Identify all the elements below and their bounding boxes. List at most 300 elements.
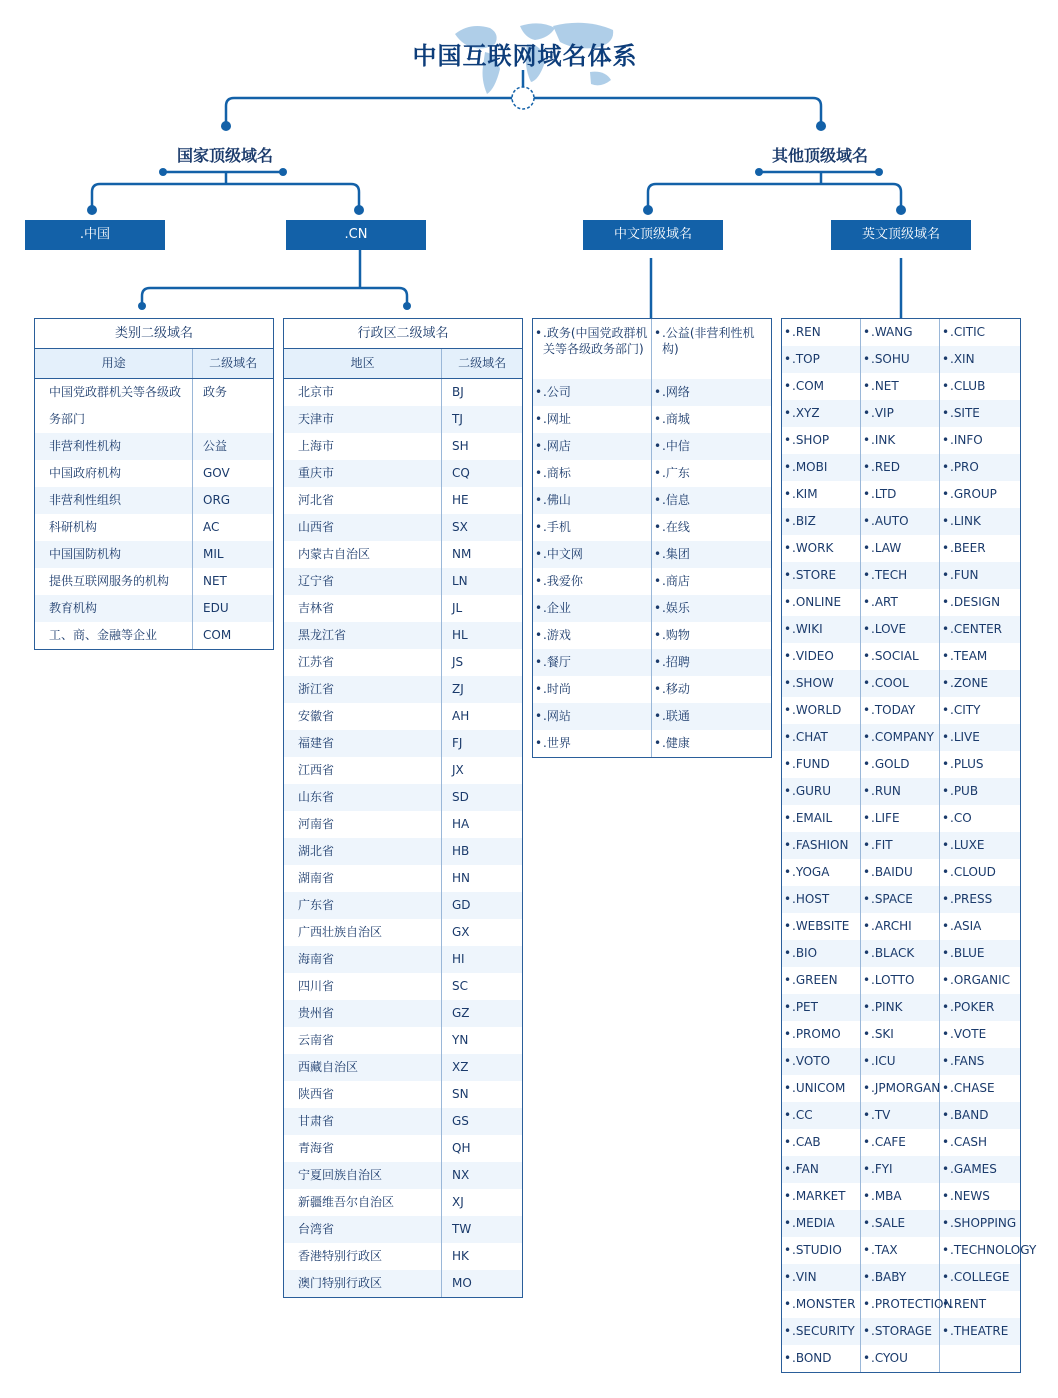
category-cell-name: 中国政府机构	[35, 460, 193, 487]
category-cell-name: 教育机构	[35, 595, 193, 622]
region-cell-name: 北京市	[284, 379, 442, 406]
region-row	[284, 622, 522, 649]
english-tld-item: • .BIZ	[782, 508, 861, 535]
category-cell-code: ORG	[203, 493, 231, 507]
english-tld-item: • .MARKET	[782, 1183, 861, 1210]
chinese-tld-row	[533, 319, 771, 379]
english-tld-row	[782, 994, 1020, 1021]
category-cell-name: 非营利性组织	[35, 487, 193, 514]
english-tld-item: • .SKI	[861, 1021, 940, 1048]
english-tld-item: • .LINK	[940, 508, 1018, 535]
english-tld-item: • .HOST	[782, 886, 861, 913]
chinese-tld-row	[533, 703, 771, 730]
english-tld-item: • .STORAGE	[861, 1318, 940, 1345]
english-tld-item: • .PET	[782, 994, 861, 1021]
english-tld-item: • .GAMES	[940, 1156, 1018, 1183]
region-row	[284, 946, 522, 973]
english-tld-row	[782, 1318, 1020, 1345]
region-row	[284, 703, 522, 730]
chinese-tld-row	[533, 730, 771, 757]
region-cell-code: GS	[452, 1114, 469, 1128]
region-row	[284, 1081, 522, 1108]
english-tld-row	[782, 724, 1020, 751]
region-cell-name: 河北省	[284, 487, 442, 514]
english-tld-row	[782, 1048, 1020, 1075]
category-row	[35, 622, 273, 649]
chinese-tld-rows	[533, 319, 771, 757]
region-cell-name: 广东省	[284, 892, 442, 919]
region-row	[284, 757, 522, 784]
region-row	[284, 406, 522, 433]
region-row	[284, 676, 522, 703]
category-cell-name: 非营利性机构	[35, 433, 193, 460]
chinese-tld-item: • .网络	[652, 379, 770, 406]
category-cell-name: 中国国防机构	[35, 541, 193, 568]
chinese-tld-item: • .企业	[533, 595, 652, 622]
english-tld-item: • .THEATRE	[940, 1318, 1018, 1345]
english-tld-item: • .PROTECTION	[861, 1291, 940, 1318]
english-tld-row	[782, 697, 1020, 724]
english-tld-item: • .WORLD	[782, 697, 861, 724]
region-row	[284, 784, 522, 811]
chinese-tld-item: • .购物	[652, 622, 770, 649]
chinese-tld-table	[532, 318, 772, 758]
region-cell-name: 内蒙古自治区	[284, 541, 442, 568]
region-cell-name: 河南省	[284, 811, 442, 838]
region-cell-name: 宁夏回族自治区	[284, 1162, 442, 1189]
english-tld-row	[782, 1183, 1020, 1210]
chinese-tld-row	[533, 595, 771, 622]
page-title: 中国互联网域名体系	[412, 42, 638, 70]
english-tld-row	[782, 427, 1020, 454]
english-tld-item: • .WIKI	[782, 616, 861, 643]
category-table-title: 类别二级域名	[35, 319, 273, 349]
region-cell-code: NX	[452, 1168, 470, 1182]
region-cell-code: HE	[452, 493, 469, 507]
english-tld-item: • .RUN	[861, 778, 940, 805]
english-tld-item: • .LIFE	[861, 805, 940, 832]
english-tld-item: • .SPACE	[861, 886, 940, 913]
english-tld-item: • .KIM	[782, 481, 861, 508]
english-tld-row	[782, 1021, 1020, 1048]
english-tld-item: • .REN	[782, 319, 861, 346]
english-tld-item: • .GOLD	[861, 751, 940, 778]
english-tld-row	[782, 751, 1020, 778]
chinese-tld-item: • .信息	[652, 487, 770, 514]
english-tld-item: • .LIVE	[940, 724, 1018, 751]
region-cell-code: SD	[452, 790, 469, 804]
region-cell-name: 云南省	[284, 1027, 442, 1054]
region-row	[284, 595, 522, 622]
english-tld-item: • .VOTO	[782, 1048, 861, 1075]
region-cell-code: QH	[452, 1141, 471, 1155]
english-tld-row	[782, 1345, 1020, 1372]
english-tld-item: • .GREEN	[782, 967, 861, 994]
chinese-tld-item: • .中文网	[533, 541, 652, 568]
region-table-title: 行政区二级域名	[284, 319, 522, 349]
region-cell-name: 贵州省	[284, 1000, 442, 1027]
english-tld-item: • .LOVE	[861, 616, 940, 643]
english-tld-item: • .WEBSITE	[782, 913, 861, 940]
english-tld-item: • .WANG	[861, 319, 940, 346]
region-cell-name: 天津市	[284, 406, 442, 433]
category-cell-code: GOV	[203, 466, 230, 480]
chinese-tld-item: • .商城	[652, 406, 770, 433]
english-tld-row	[782, 913, 1020, 940]
region-cell-code: SX	[452, 520, 468, 534]
category-cell-code: 政务	[203, 385, 228, 399]
region-row	[284, 1270, 522, 1297]
region-cell-name: 甘肃省	[284, 1108, 442, 1135]
english-tld-item: • .UNICOM	[782, 1075, 861, 1102]
region-cell-code: FJ	[452, 736, 463, 750]
category-row	[35, 541, 273, 568]
english-tld-item: • .YOGA	[782, 859, 861, 886]
english-tld-item: • .COLLEGE	[940, 1264, 1018, 1291]
english-tld-item: • .ICU	[861, 1048, 940, 1075]
english-tld-item	[940, 1345, 1018, 1372]
english-tld-item: • .CHASE	[940, 1075, 1018, 1102]
chinese-tld-item: • .网址	[533, 406, 652, 433]
english-tld-item: • .XYZ	[782, 400, 861, 427]
region-cell-name: 四川省	[284, 973, 442, 1000]
english-tld-item: • .VIN	[782, 1264, 861, 1291]
category-row	[35, 595, 273, 622]
chinese-tld-item: • .在线	[652, 514, 770, 541]
region-cell-code: GX	[452, 925, 470, 939]
region-cell-code: SN	[452, 1087, 469, 1101]
chinese-tld-item: • .健康	[652, 730, 770, 757]
english-tld-item: • .BLUE	[940, 940, 1018, 967]
chinese-tld-item: • .我爱你	[533, 568, 652, 595]
region-cell-code: HB	[452, 844, 470, 858]
region-cell-code: XJ	[452, 1195, 464, 1209]
region-cell-code: GZ	[452, 1006, 470, 1020]
category-cell-code: NET	[203, 574, 227, 588]
node-cn: .CN	[286, 220, 426, 250]
english-tld-item: • .RED	[861, 454, 940, 481]
english-tld-row	[782, 967, 1020, 994]
region-row	[284, 514, 522, 541]
english-tld-row	[782, 346, 1020, 373]
english-tld-item: • .LOTTO	[861, 967, 940, 994]
chinese-tld-item: • .商店	[652, 568, 770, 595]
english-tld-item: • .PROMO	[782, 1021, 861, 1048]
english-tld-item: • .SHOP	[782, 427, 861, 454]
region-cell-name: 青海省	[284, 1135, 442, 1162]
english-tld-item: • .FAN	[782, 1156, 861, 1183]
region-cell-name: 海南省	[284, 946, 442, 973]
chinese-tld-item: • .世界	[533, 730, 652, 757]
region-row	[284, 1135, 522, 1162]
region-cell-name: 福建省	[284, 730, 442, 757]
chinese-tld-item: • .中信	[652, 433, 770, 460]
node-zhongguo: .中国	[25, 220, 165, 250]
region-table-header	[284, 349, 522, 379]
region-cell-name: 浙江省	[284, 676, 442, 703]
region-cell-name: 吉林省	[284, 595, 442, 622]
chinese-tld-item: • .集团	[652, 541, 770, 568]
chinese-tld-row	[533, 541, 771, 568]
region-cell-name: 江苏省	[284, 649, 442, 676]
english-tld-item: • .GURU	[782, 778, 861, 805]
english-tld-item: • .CC	[782, 1102, 861, 1129]
english-tld-item: • .LUXE	[940, 832, 1018, 859]
chinese-tld-row	[533, 433, 771, 460]
region-cell-code: CQ	[452, 466, 470, 480]
english-tld-item: • .STUDIO	[782, 1237, 861, 1264]
english-tld-item: • .PLUS	[940, 751, 1018, 778]
english-tld-item: • .MONSTER	[782, 1291, 861, 1318]
english-tld-row	[782, 535, 1020, 562]
english-tld-item: • .FASHION	[782, 832, 861, 859]
english-tld-item: • .POKER	[940, 994, 1018, 1021]
category-cell-name: 提供互联网服务的机构	[35, 568, 193, 595]
category-rows	[35, 379, 273, 649]
region-cell-name: 西藏自治区	[284, 1054, 442, 1081]
region-row	[284, 1108, 522, 1135]
region-row	[284, 1000, 522, 1027]
chinese-tld-item: • .商标	[533, 460, 652, 487]
english-tld-item: • .CITIC	[940, 319, 1018, 346]
region-cell-code: AH	[452, 709, 470, 723]
english-tld-item: • .NET	[861, 373, 940, 400]
english-tld-item: • .SITE	[940, 400, 1018, 427]
english-tld-item: • .BABY	[861, 1264, 940, 1291]
region-cell-name: 湖北省	[284, 838, 442, 865]
english-tld-row	[782, 1264, 1020, 1291]
region-cell-name: 新疆维吾尔自治区	[284, 1189, 442, 1216]
english-tld-item: • .FUN	[940, 562, 1018, 589]
english-tld-rows	[782, 319, 1037, 1372]
english-tld-item: • .SHOW	[782, 670, 861, 697]
region-cell-name: 陕西省	[284, 1081, 442, 1108]
english-tld-item: • .TECHNOLOGY	[940, 1237, 1018, 1264]
english-tld-item: • .EMAIL	[782, 805, 861, 832]
region-cell-name: 香港特别行政区	[284, 1243, 442, 1270]
category-table	[34, 318, 274, 650]
region-row	[284, 973, 522, 1000]
english-tld-item: • .ART	[861, 589, 940, 616]
english-tld-item: • .ORGANIC	[940, 967, 1018, 994]
region-row	[284, 487, 522, 514]
english-tld-item: • .MEDIA	[782, 1210, 861, 1237]
category-row	[35, 433, 273, 460]
chinese-tld-item: • .政务(中国党政群机关等各级政务部门)	[533, 319, 652, 379]
english-tld-item: • .CITY	[940, 697, 1018, 724]
chinese-tld-item: • .餐厅	[533, 649, 652, 676]
english-tld-item: • .TEAM	[940, 643, 1018, 670]
region-cell-code: HN	[452, 871, 470, 885]
region-cell-code: TW	[452, 1222, 472, 1236]
category-cell-name: 中国党政群机关等各级政务部门	[35, 379, 193, 433]
node-chinese-tld: 中文顶级域名	[583, 220, 723, 250]
english-tld-item: • .TV	[861, 1102, 940, 1129]
category-cell-name: 科研机构	[35, 514, 193, 541]
region-cell-name: 黑龙江省	[284, 622, 442, 649]
category-row	[35, 514, 273, 541]
chinese-tld-row	[533, 622, 771, 649]
region-cell-code: MO	[452, 1276, 472, 1290]
english-tld-item: • .NEWS	[940, 1183, 1018, 1210]
chinese-tld-item: • .娱乐	[652, 595, 770, 622]
english-tld-item: • .INK	[861, 427, 940, 454]
category-row	[35, 379, 273, 433]
region-rows	[284, 379, 522, 1297]
region-cell-name: 台湾省	[284, 1216, 442, 1243]
region-row	[284, 433, 522, 460]
english-tld-row	[782, 1237, 1037, 1264]
english-tld-item: • .TOP	[782, 346, 861, 373]
english-tld-row	[782, 832, 1020, 859]
english-tld-item: • .BOND	[782, 1345, 861, 1372]
region-row	[284, 838, 522, 865]
english-tld-item: • .COOL	[861, 670, 940, 697]
english-tld-row	[782, 562, 1020, 589]
english-tld-item: • .BEER	[940, 535, 1018, 562]
region-cell-code: HK	[452, 1249, 469, 1263]
english-tld-row	[782, 778, 1020, 805]
region-cell-name: 澳门特别行政区	[284, 1270, 442, 1297]
region-cell-code: HA	[452, 817, 470, 831]
chinese-tld-item: • .手机	[533, 514, 652, 541]
region-row	[284, 1243, 522, 1270]
region-row	[284, 919, 522, 946]
english-tld-item: • .CYOU	[861, 1345, 940, 1372]
category-row	[35, 487, 273, 514]
english-tld-item: • .WORK	[782, 535, 861, 562]
region-row	[284, 379, 522, 406]
header-second-level: 二级域名	[458, 356, 507, 370]
region-cell-name: 江西省	[284, 757, 442, 784]
region-row	[284, 892, 522, 919]
english-tld-item: • .CENTER	[940, 616, 1018, 643]
english-tld-item: • .ASIA	[940, 913, 1018, 940]
category-table-header	[35, 349, 273, 379]
english-tld-item: • .BLACK	[861, 940, 940, 967]
chinese-tld-item: • .公益(非营利性机构)	[652, 319, 770, 379]
node-english-tld: 英文顶级域名	[831, 220, 971, 250]
english-tld-row	[782, 886, 1020, 913]
region-cell-code: ZJ	[452, 682, 464, 696]
english-tld-item: • .MOBI	[782, 454, 861, 481]
english-tld-row	[782, 508, 1020, 535]
region-cell-code: XZ	[452, 1060, 469, 1074]
other-tld-label: 其他顶级域名	[771, 146, 868, 165]
category-cell-code: AC	[203, 520, 220, 534]
english-tld-row	[782, 589, 1020, 616]
region-cell-code: GD	[452, 898, 471, 912]
chinese-tld-row	[533, 676, 771, 703]
english-tld-item: • .PRO	[940, 454, 1018, 481]
english-tld-row	[782, 1210, 1020, 1237]
chinese-tld-item: • .联通	[652, 703, 770, 730]
english-tld-item: • .CHAT	[782, 724, 861, 751]
english-tld-item: • .INFO	[940, 427, 1018, 454]
english-tld-row	[782, 1102, 1020, 1129]
english-tld-item: • .LAW	[861, 535, 940, 562]
region-cell-name: 广西壮族自治区	[284, 919, 442, 946]
english-tld-item: • .SOHU	[861, 346, 940, 373]
chinese-tld-row	[533, 487, 771, 514]
chinese-tld-item: • .移动	[652, 676, 770, 703]
category-row	[35, 568, 273, 595]
english-tld-row	[782, 373, 1020, 400]
english-tld-item: • .FANS	[940, 1048, 1018, 1075]
region-row	[284, 1054, 522, 1081]
header-region: 地区	[284, 349, 442, 378]
english-tld-item: • .FUND	[782, 751, 861, 778]
chinese-tld-item: • .网店	[533, 433, 652, 460]
region-cell-name: 湖南省	[284, 865, 442, 892]
english-tld-item: • .ZONE	[940, 670, 1018, 697]
english-tld-row	[782, 454, 1020, 481]
english-tld-item: • .SALE	[861, 1210, 940, 1237]
english-tld-row	[782, 643, 1020, 670]
english-tld-item: • .PINK	[861, 994, 940, 1021]
english-tld-item: • .DESIGN	[940, 589, 1018, 616]
region-table	[283, 318, 523, 1298]
english-tld-item: • .VIDEO	[782, 643, 861, 670]
english-tld-row	[782, 1075, 1020, 1102]
region-row	[284, 568, 522, 595]
english-tld-item: • .LTD	[861, 481, 940, 508]
english-tld-row	[782, 805, 1020, 832]
english-tld-row	[782, 1129, 1020, 1156]
chinese-tld-row	[533, 568, 771, 595]
region-cell-name: 上海市	[284, 433, 442, 460]
region-cell-code: JL	[452, 601, 463, 615]
english-tld-item: • .CLOUD	[940, 859, 1018, 886]
english-tld-item: • .TAX	[861, 1237, 940, 1264]
chinese-tld-item: • .佛山	[533, 487, 652, 514]
chinese-tld-item: • .广东	[652, 460, 770, 487]
region-row	[284, 541, 522, 568]
english-tld-item: • .COMPANY	[861, 724, 940, 751]
chinese-tld-item: • .公司	[533, 379, 652, 406]
chinese-tld-item: • .招聘	[652, 649, 770, 676]
region-row	[284, 1027, 522, 1054]
header-second-level: 二级域名	[209, 356, 258, 370]
chinese-tld-item: • .网站	[533, 703, 652, 730]
english-tld-item: • .ARCHI	[861, 913, 940, 940]
region-row	[284, 730, 522, 757]
english-tld-item: • .FIT	[861, 832, 940, 859]
english-tld-item: • .TODAY	[861, 697, 940, 724]
chinese-tld-item: • .时尚	[533, 676, 652, 703]
english-tld-item: • .MBA	[861, 1183, 940, 1210]
region-cell-name: 山东省	[284, 784, 442, 811]
region-row	[284, 811, 522, 838]
region-cell-name: 重庆市	[284, 460, 442, 487]
region-cell-name: 安徽省	[284, 703, 442, 730]
region-cell-code: JX	[452, 763, 464, 777]
english-tld-item: • .FYI	[861, 1156, 940, 1183]
english-tld-item: • .JPMORGAN	[861, 1075, 940, 1102]
english-tld-row	[782, 400, 1020, 427]
english-tld-item: • .CO	[940, 805, 1018, 832]
english-tld-row	[782, 1156, 1020, 1183]
english-tld-row	[782, 940, 1020, 967]
region-cell-name: 辽宁省	[284, 568, 442, 595]
english-tld-item: • .SECURITY	[782, 1318, 861, 1345]
header-usage: 用途	[35, 349, 193, 378]
category-cell-code: EDU	[203, 601, 229, 615]
english-tld-table	[781, 318, 1037, 1373]
region-cell-code: TJ	[452, 412, 463, 426]
english-tld-item: • .BAIDU	[861, 859, 940, 886]
region-cell-code: JS	[452, 655, 464, 669]
